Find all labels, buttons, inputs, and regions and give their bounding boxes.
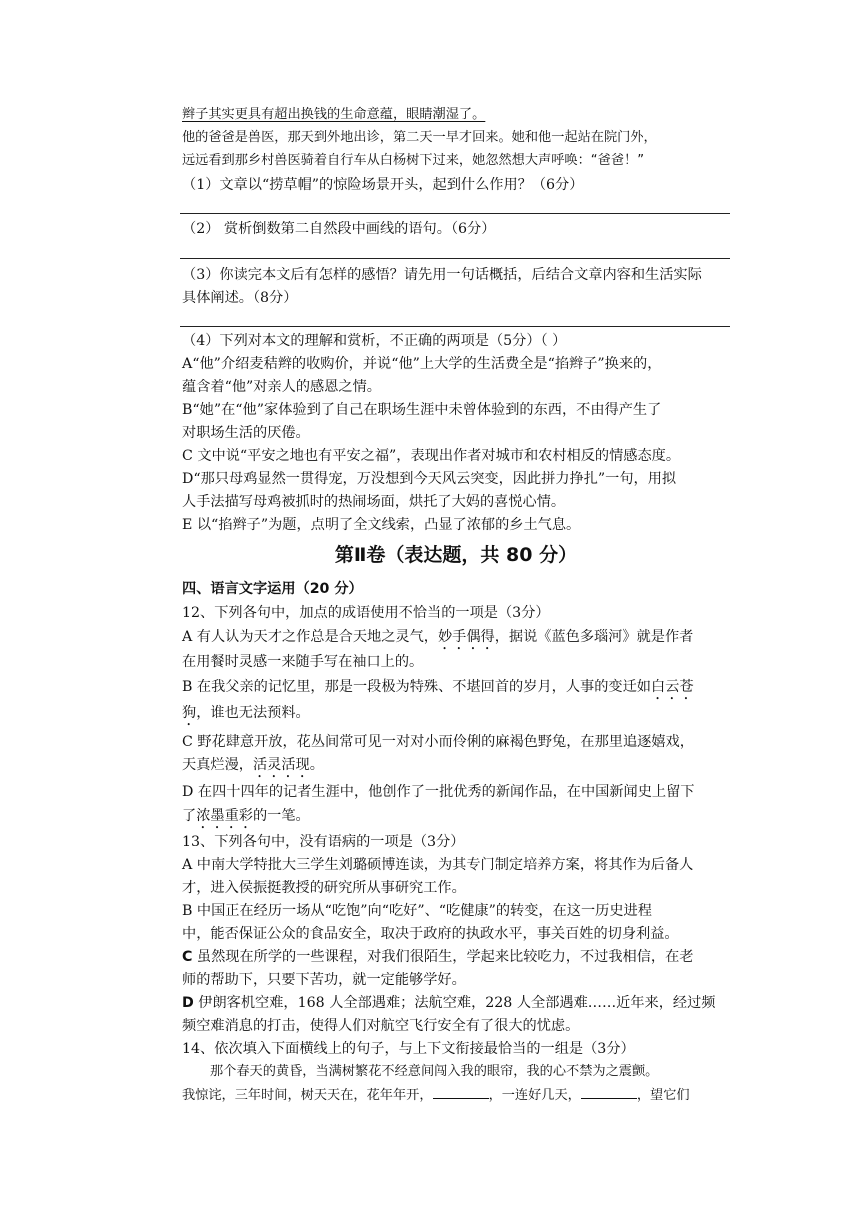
- q14-stem: 14、依次填入下面横线上的句子，与上下文衔接最恰当的一组是（3分）: [182, 1041, 635, 1057]
- question-1: （1）文章以“捞草帽”的惊险场景开头，起到什么作用？（6分）: [182, 177, 584, 193]
- q14-passage-line2: 我惊诧，三年时间，树天天在，花年年开， ，一连好几天， ，望它们: [182, 1084, 730, 1107]
- section-title: 第Ⅱ卷（表达题，共 80 分）: [334, 544, 578, 566]
- q14-passage-line1: 那个春天的黄昏，当满树繁花不经意间闯入我的眼帘，我的心不禁为之震颤。: [210, 1064, 659, 1079]
- dotted-idiom: 狗: [182, 705, 197, 721]
- option-c: C 文中说“平安之地也有平安之福”，表现出作者对城市和农村相反的情感态度。: [182, 448, 681, 464]
- option-e: E 以“掐辫子”为题，点明了全文线索，凸显了浓郁的乡土气息。: [182, 517, 581, 533]
- dotted-idiom: 妙手偶得: [437, 629, 495, 645]
- q13-option-c-line1: C 虽然现在所学的一些课程，对我们很陌生，学起来比较吃力，不过我相信，在老: [182, 949, 694, 965]
- q12-option-c-line2: 天真烂漫，活灵活现。: [182, 757, 324, 773]
- q13-option-d-line2: 频空难消息的打击，使得人们对航空飞行安全有了很大的忧虑。: [182, 1018, 580, 1034]
- passage-line-underlined: 辫子其实更具有超出换钱的生命意蕴，眼睛潮湿了。: [182, 107, 486, 122]
- q12-option-b-line1: B 在我父亲的记忆里，那是一段极为特殊、不堪回首的岁月，人事的变迁如白云苍: [182, 679, 694, 695]
- dotted-idiom: 白云苍: [650, 679, 694, 695]
- answer-line[interactable]: [180, 258, 730, 259]
- answer-line[interactable]: [180, 326, 730, 327]
- question-2: （2） 赏析倒数第二自然段中画线的语句。（6分）: [182, 221, 496, 237]
- fill-blank[interactable]: [581, 1084, 637, 1099]
- question-4: （4）下列对本文的理解和赏析，不正确的两项是（5分）（ ）: [182, 333, 567, 349]
- q13-stem: 13、下列各句中，没有语病的一项是（3分）: [182, 834, 465, 850]
- q12-stem: 12、下列各句中，加点的成语使用不恰当的一项是（3分）: [182, 605, 550, 621]
- section-heading: 四、语言文字运用（20 分）: [182, 581, 363, 597]
- option-a-line1: A“他”介绍麦秸辫的收购价，并说“他”上大学的生活费全是“掐辫子”换来的，: [182, 356, 662, 372]
- option-d-line2: 人手法描写母鸡被抓时的热闹场面，烘托了大妈的喜悦心情。: [182, 494, 566, 510]
- passage-line: 远远看到那乡村兽医骑着自行车从白杨树下过来，她忽然想大声呼唤：“爸爸！”: [182, 153, 645, 168]
- q12-option-d-line1: D 在四十四年的记者生涯中，他创作了一批优秀的新闻作品，在中国新闻史上留下: [182, 784, 695, 800]
- question-3-line2: 具体阐述。（8分）: [182, 290, 298, 306]
- q12-option-d-line2: 了浓墨重彩的一笔。: [182, 808, 310, 824]
- q13-option-b-line2: 中，能否保证公众的食品安全，取决于政府的执政水平，事关百姓的切身利益。: [182, 926, 679, 942]
- question-3-line1: （3）你读完本文后有怎样的感悟？请先用一句话概括，后结合文章内容和生活实际: [182, 267, 702, 283]
- option-b-line2: 对职场生活的厌倦。: [182, 425, 310, 441]
- option-a-line2: 蕴含着“他”对亲人的感恩之情。: [182, 379, 381, 395]
- q12-option-b-line2: 狗，谁也无法预料。: [182, 705, 310, 721]
- option-d-line1: D“那只母鸡显然一贯得宠，万没想到今天风云突变，因此拼力挣扎”一句，用拟: [182, 471, 677, 487]
- dotted-idiom: 浓墨重彩: [196, 808, 253, 824]
- q12-option-a-line1: A 有人认为天才之作总是合天地之灵气，妙手偶得，据说《蓝色多瑙河》就是作者: [182, 629, 694, 645]
- dotted-idiom: 活灵活现: [252, 757, 310, 773]
- passage-line: 他的爸爸是兽医，那天到外地出诊，第二天一早才回来。她和他一起站在院门外，: [182, 130, 657, 145]
- q12-option-c-line1: C 野花肆意开放，花丛间常可见一对对小而伶俐的麻褐色野兔，在那里追逐嬉戏，: [182, 734, 694, 750]
- q13-option-c-line2: 师的帮助下，只要下苦功，就一定能够学好。: [182, 972, 466, 988]
- q13-option-a-line2: 才，进入侯振挺教授的研究所从事研究工作。: [182, 880, 466, 896]
- q13-option-d-line1: D 伊朗客机空难，168 人全部遇难；法航空难，228 人全部遇难……近年来，经过频: [182, 995, 716, 1011]
- q13-option-b-line1: B 中国正在经历一场从“吃饱”向“吃好”、“吃健康”的转变，在这一历史进程: [182, 903, 652, 919]
- q13-option-a-line1: A 中南大学特批大三学生刘璐硕博连读，为其专门制定培养方案，将其作为后备人: [182, 857, 694, 873]
- answer-line[interactable]: [180, 213, 730, 214]
- fill-blank[interactable]: [433, 1084, 489, 1099]
- q12-option-a-line2: 在用餐时灵感一来随手写在袖口上的。: [182, 654, 424, 670]
- option-b-line1: B“她”在“他”家体验到了自己在职场生涯中未曾体验到的东西，不由得产生了: [182, 402, 662, 418]
